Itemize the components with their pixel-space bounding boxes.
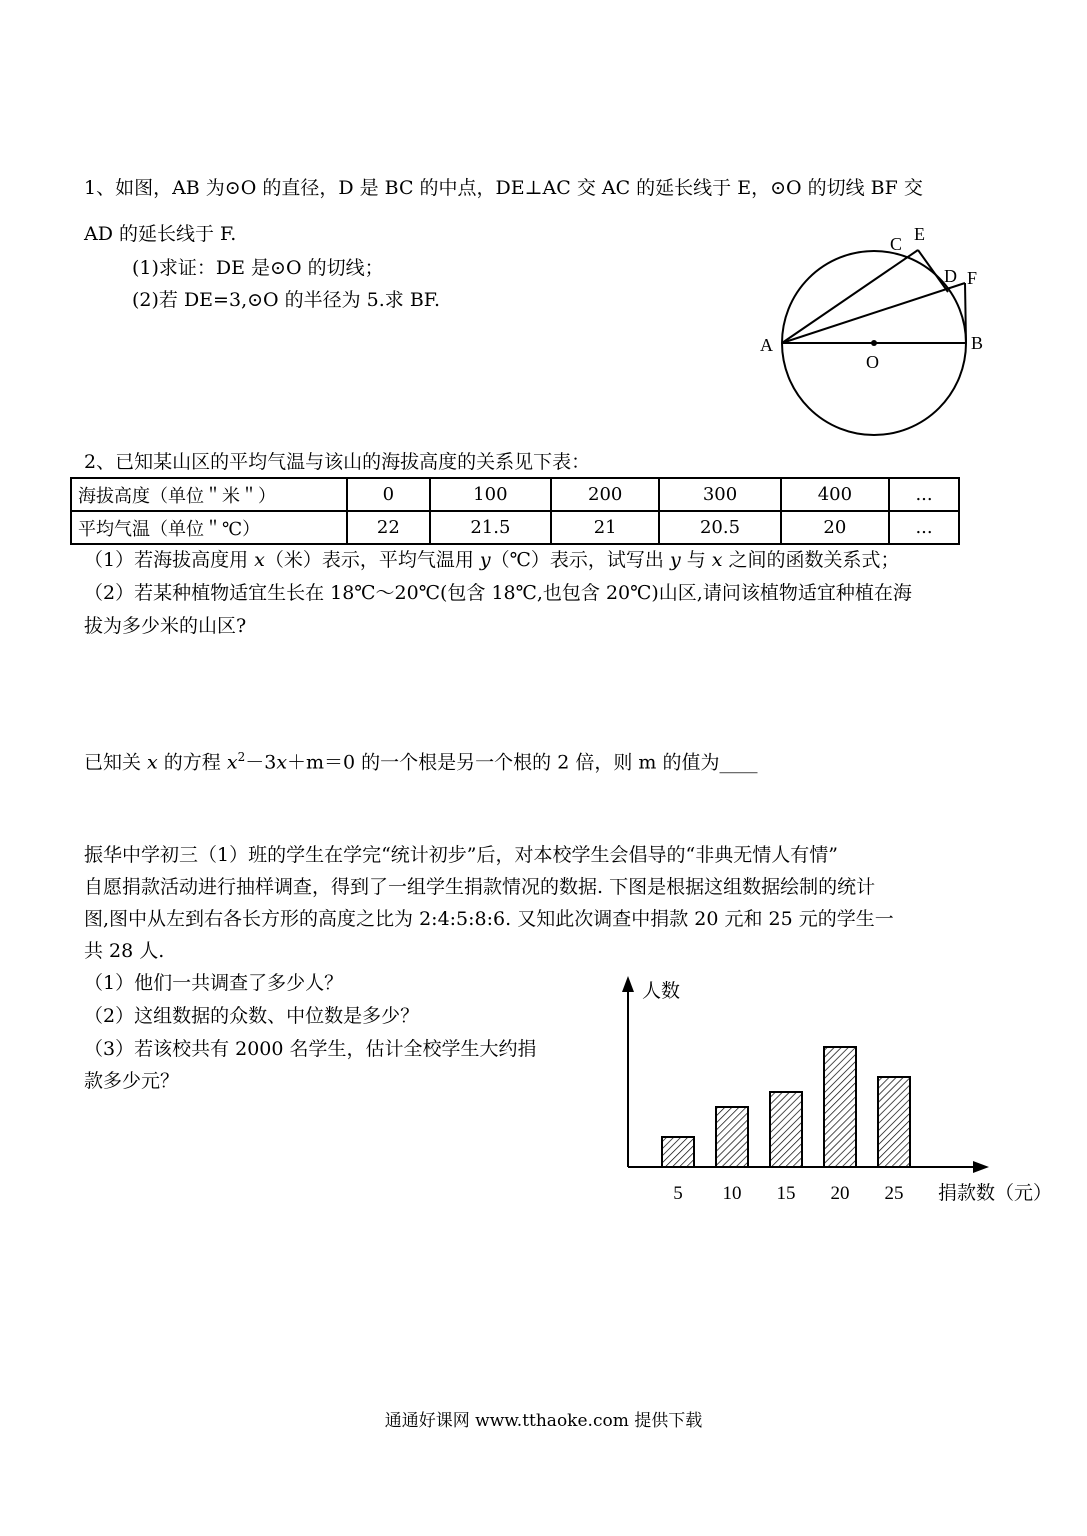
table-cell: 20 [781,511,889,544]
x-tick-label: 20 [830,1183,850,1204]
donation-bar-chart [600,970,1070,1220]
table-cell: 400 [781,478,889,511]
bar-10 [716,1107,748,1167]
exponent: 2 [237,750,246,764]
text-span: 已知关 [84,751,148,774]
text-span: 与 [680,549,712,571]
table-cell: ... [889,478,959,511]
text-span: 之间的函数关系式； [722,549,900,571]
table-cell: 0 [347,478,430,511]
table-cell: 22 [347,511,430,544]
text-span: （℃）表示，试写出 [490,549,670,571]
q2-part2-line1: （2）若某种植物适宜生长在 18℃～20℃(包含 18℃,也包含 20℃)山区,请问该植物适宜种植在海 [84,582,912,604]
variable-x: x [276,751,288,774]
label-f: F [967,268,978,288]
table-cell: 20.5 [659,511,780,544]
text-span: －3 [245,751,277,774]
text-span: ＋m＝0 的一个根是另一个根的 2 倍，则 m 的值为____ [287,751,758,774]
y-axis-label: 人数 [642,980,681,1002]
q4-part2: （2）这组数据的众数、中位数是多少？ [84,1005,420,1027]
x-axis-arrow-icon [973,1161,989,1173]
variable-x: x [226,751,238,774]
footer: 通通好课网 www.tthaoke.com 提供下载 [384,1411,703,1431]
table-cell: 300 [659,478,780,511]
table-cell: 100 [430,478,551,511]
q1-part2: (2)若 DE=3,⊙O 的半径为 5.求 BF. [132,289,441,311]
label-a: A [760,335,773,355]
x-tick-label: 25 [884,1183,904,1204]
altitude-temperature-table [70,477,960,545]
q4-part3-line2: 款多少元？ [84,1070,180,1092]
text-span: （1）若海拔高度用 [84,549,255,571]
variable-x: x [147,751,158,774]
bar-20 [824,1047,856,1167]
q4-line4: 共 28 人. [84,940,165,962]
q1-line1: 1、如图，AB 为⊙O 的直径，D 是 BC 的中点，DE⊥AC 交 AC 的延长线于 E，⊙O 的切线 BF 交 [84,177,923,199]
label-c: C [890,234,903,254]
variable-x: x [711,549,723,571]
bar-5 [662,1137,694,1167]
label-e: E [914,224,925,244]
circle-figure [750,220,1000,450]
table-cell: 21.5 [430,511,551,544]
x-tick-label: 5 [673,1183,683,1204]
table-cell: 200 [551,478,659,511]
variable-x: x [254,549,265,571]
table-row-header: 海拔高度（单位＂米＂） [71,478,347,511]
table-cell: 21 [551,511,659,544]
text-span: （米）表示，平均气温用 [264,549,480,571]
q4-part1: （1）他们一共调查了多少人？ [84,972,344,994]
q2-part2-line2: 拔为多少米的山区? [84,615,247,637]
q4-line1: 振华中学初三（1）班的学生在学完“统计初步”后，对本校学生会倡导的“非典无情人有情” [84,844,838,866]
label-b: B [971,333,984,353]
variable-y: y [479,549,491,571]
x-tick-label: 15 [776,1183,796,1204]
text-span: 的方程 [157,751,227,774]
label-o: O [866,352,879,372]
q3-equation [84,745,757,774]
q1-line2: AD 的延长线于 F. [84,223,237,245]
variable-y: y [669,549,681,571]
y-axis-arrow-icon [622,976,634,992]
bar-15 [770,1092,802,1167]
x-axis-label: 捐款数（元） [938,1182,1053,1204]
q4-part3-line1: （3）若该校共有 2000 名学生，估计全校学生大约捐 [84,1038,537,1060]
tangent-bf [965,283,966,343]
q1-part1: (1)求证：DE 是⊙O 的切线； [132,257,384,279]
table-row [71,511,959,544]
x-tick-label: 10 [722,1183,742,1204]
segment-ae [782,250,918,343]
table-row-header: 平均气温（单位＂℃） [71,511,347,544]
table-cell: ... [889,511,959,544]
table-row [71,478,959,511]
q2-intro: 2、已知某山区的平均气温与该山的海拔高度的关系见下表： [84,451,591,473]
q2-part1 [84,548,900,572]
q4-line3: 图,图中从左到右各长方形的高度之比为 2:4:5:8:6. 又知此次调查中捐款 20 元和 25 元的学生一 [84,908,894,930]
bar-25 [878,1077,910,1167]
center-point [871,340,877,346]
q4-line2: 自愿捐款活动进行抽样调查，得到了一组学生捐款情况的数据. 下图是根据这组数据绘制的统计 [84,876,876,898]
segment-af [782,283,965,343]
label-d: D [944,266,957,286]
